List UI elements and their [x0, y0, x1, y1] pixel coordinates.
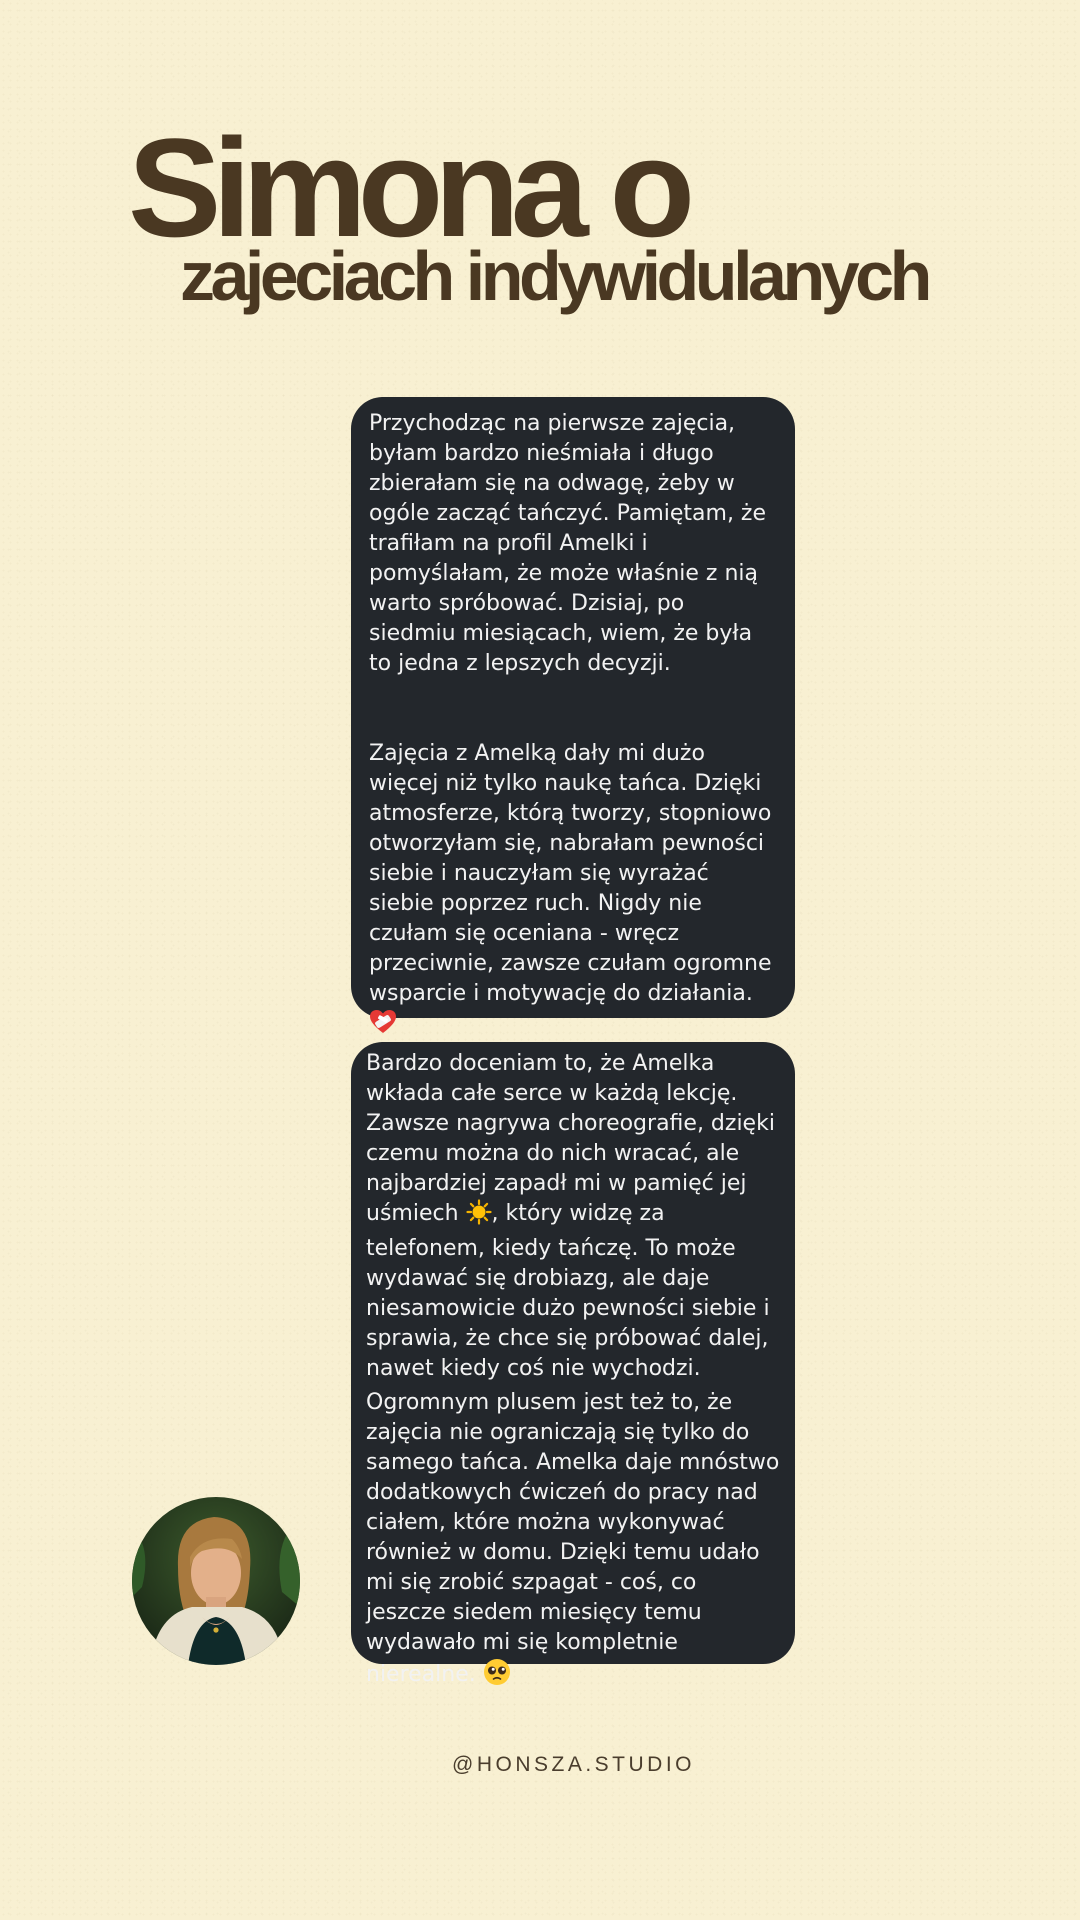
heart-bandaged-emoji-icon — [369, 1009, 397, 1044]
message-bubble-1 — [351, 397, 795, 1018]
message-2-paragraph-1 — [366, 1049, 781, 1384]
pleading-face-emoji-icon — [483, 1658, 511, 1695]
message-1-paragraph-2-text: Zajęcia z Amelką dały mi dużo więcej niż tylko naukę tańca. Dzięki atmosferze, którą tworzy, stopniowo otworzyłam się, nabrałam pewności siebie i nauczyłam się wyrażać siebie poprzez ruch. Nigdy nie czułam się oceniana - wręcz przeciwnie, zawsze czułam ogromne wsparcie i motywację do działania. — [369, 741, 772, 1006]
message-2-paragraph-1-part-2: , który widzę za telefonem, kiedy tańczę. To może wydawać się drobiazg, ale daje niesamowicie dużo pewności siebie i sprawia, że chce się próbować dalej, nawet kiedy coś nie wychodzi. — [366, 1201, 770, 1381]
title-line-1: Simona o — [128, 109, 687, 266]
sun-emoji-icon — [466, 1199, 492, 1234]
message-bubble-2 — [351, 1042, 795, 1687]
avatar — [132, 1497, 300, 1665]
message-2-paragraph-2 — [366, 1388, 781, 1695]
message-2-paragraph-2-text: Ogromnym plusem jest też to, że zajęcia nie ograniczają się tylko do samego tańca. Amelka daje mnóstwo dodatkowych ćwiczeń do pracy nad ciałem, które można wykonywać również w domu. Dzięki temu udało mi się zrobić szpagat - coś, co jeszcze siedem miesięcy temu wydawało mi się kompletnie nierealne. — [366, 1390, 780, 1687]
title-line-2: zajeciach indywidulanych — [180, 237, 928, 315]
footer-handle: @HONSZA.STUDIO — [452, 1753, 695, 1776]
message-1-paragraph-1: Przychodząc na pierwsze zajęcia, byłam bardzo nieśmiała i długo zbierałam się na odwagę, żeby w ogóle zacząć tańczyć. Pamiętam, że trafiłam na profil Amelki i pomyślałam, że może właśnie z nią warto spróbować. Dzisiaj, po siedmiu miesiącach, wiem, że była to jedna z lepszych decyzji. — [369, 411, 767, 676]
message-2-paragraph-1-part-1: Bardzo doceniam to, że Amelka wkłada całe serce w każdą lekcję. Zawsze nagrywa choreografie, dzięki czemu można do nich wracać, ale najbardziej zapadł mi w pamięć jej uśmiech — [366, 1051, 775, 1226]
message-1-paragraph-2 — [369, 739, 777, 1044]
